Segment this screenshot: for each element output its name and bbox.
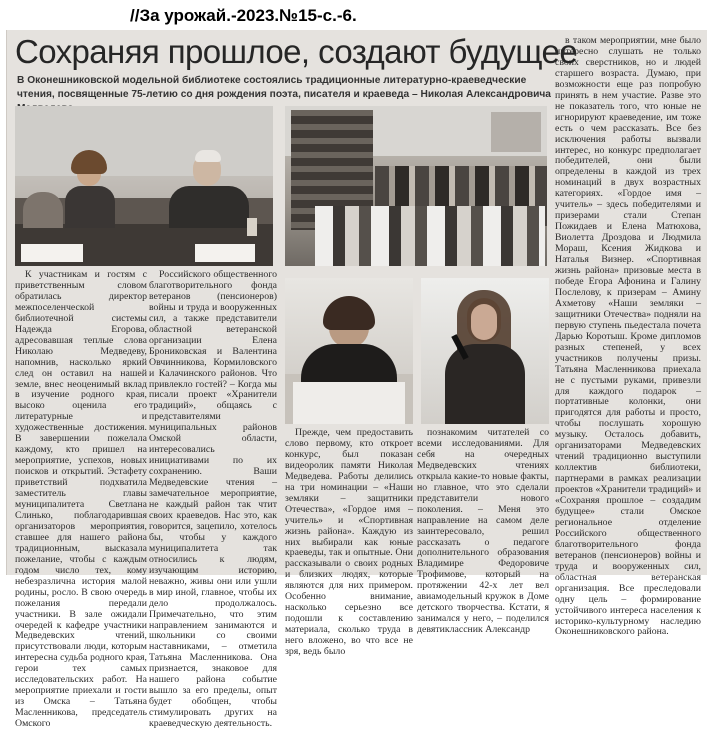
photo-presidium-table [15, 106, 273, 266]
column-4-text: познакомим читателей со всеми исследованиями. Для себя на очередных Медведевских чтениях открыла какие-то новые факты, но главное, что это сделали представители нового поколения. – Меня это направление на самом деле заинтересовало, решил рассказать о педагоге дополнительного образования Владимире Федоровиче Трофимове, который на протяжении 42-х лет вел авиамодельный кружок в Доме детского творчества. Кстати, я занимался у него, – поделился девятиклассник Александр [417, 427, 549, 636]
column-2-text: Российского общественного благотворительного фонда ветеранов (пенсионеров) войны и труда и вооруженных сил, а также представители областной ветеранской организации Елена Брониковская и Валентина Овчинникова, Кормиловского и Калачинского районов. Что привлекло гостей? – Когда мы писали проект «Хранители традиций», общаясь с представителями муниципальных районов Омской области, интересовались инициативами по их сохранению. Ваши Медведевские чтения – замечательное мероприятие, не каждый район так чтит своих краеведов. Нас это, как говорится, зацепило, хотелось бы, чтобы у каждого муниципалитета так относились к людям, изучающим историю, неважно, живы они или ушли в мир иной, главное, чтобы их дело продолжалось. Примечательно, что этим направлением занимаются и школьники со своими наставниками, – отметила Татьяна Масленникова. Она признается, знаковое для нашего района событие вышло за его пределы, опыт будет обобщен, чтобы стимулировать других на краеведческую деятельность. [149, 269, 277, 730]
column-1-text: К участникам и гостям с приветственным словом обратилась директор межпоселенческой библиотечной системы Надежда Егорова, адресовавшая теплые слова Николаю Медведеву, напомнив, насколько яркий след он оставил на нашей земле, внес неоценимый вклад в изучение родного края, высоко оценила его литературные и художественные достижения. В завершении пожелала каждому, кто пришел на мероприятие, успехов, новых поисков и открытий. Эстафету приветствий подхватила заместитель главы муниципалитета Светлана Слинько, поблагодарившая организаторов мероприятия, ставшее для нашего района традиционным, высказала пожелание, чтобы с каждым годом число тех, кому небезразлична история малой родины, росло. В свою очередь пожелания передали участники. В зале ожидали очередей к кафедре участники Медведевских чтений, присутствовали люди, которым интересна судьба родного края, герои тех самых исследовательских работ. На мероприятие приехали и гости из Омска – Татьяна Масленникова, председатель Омского [15, 269, 147, 730]
photo-speaker-woman [285, 278, 413, 424]
article-lead: В Оконешниковской модельной библиотеке состоялись традиционные литературно-краеведческие чтения, посвященные 75-летию со дня рождения поэта, писателя и краеведа – Николая Александровича [17, 75, 551, 100]
photo-audience-hall [285, 106, 547, 266]
text-column-3 [285, 427, 413, 658]
column-5-text: в таком мероприятии, мне было интересно слушать не только своих сверстников, но и людей старшего возраста. Думаю, при возможности еще раз попробую принять в нем участие. Разве это не показатель того, что юные не игнорируют краеведение, им тоже есть о чем рассказать. Все без исключения работы вызвали интерес, но конкурс предполагает победителей, они были определены в каждой из трех номинаций в двух возрастных категориях. «Гордое имя – учитель» – здесь победителями и призерами стали Степан Пожидаев и Елена Матюхова, Виолетта Дроздова и Людмила Мораш, Ксения Жидкова и Наталья Визнер. «Спортивная жизнь района» призовые места в победе Егора Афонина и Галину Послелову, к призерам – Амину Ахметову «Наши земляки – защитники Отечества» подняли на первую ступень пьедестала почета Дарью Коротыш. Кроме дипломов разных степеней, у всех участников получены призы. Татьяна Масленникова приехала не с пустыми руками, привезли для каждого подарок – портативные колонки, они пригодятся для работы и просто, чтобы послушать хорошую музыку. Осталось добавить, организаторами Медведевских чтений традиционно выступили коллектив библиотеки, партнерами в рамках реализации проектов «Хранители традиций» и «Сохраняя прошлое – создадим будущее» стали Омское региональное отделение Российского общественного благотворительного фонда ветеранов (пенсионеров) войны и труда и вооруженных сил, областная ветеранская организация. Все преследовали одну цель – формирование устойчивого интереса населения к историко-культурному наследию Оконешниковского района. [555, 35, 701, 638]
text-column-4 [417, 427, 549, 636]
column-3-text: Прежде, чем предоставить слово первому, кто откроет конкурс, был показан видеоролик памяти Николая Медведева. Работы делились на три номинации – «Наши земляки – защитники Отечества», «Гордое имя – учитель» и «Спортивная жизнь района». Каждую из них выбирали как юные краеведы, так и опытные. Они рассказывали о своих родных и близких людях, которые являются для них примером. Особенно внимание, насколько серьезно все подошли к составлению материала, сколько труда в него вложено, во что все не зря, ведь было [285, 427, 413, 658]
article-headline: Сохраняя прошлое, создают будущее [15, 33, 578, 70]
newspaper-clipping [6, 30, 707, 730]
text-column-1 [15, 269, 147, 730]
text-column-5 [555, 35, 701, 638]
text-column-2 [149, 269, 277, 730]
photo-speaker-girl [421, 278, 549, 424]
citation-caption: //За урожай.-2023.№15-с.-6. [130, 6, 357, 25]
